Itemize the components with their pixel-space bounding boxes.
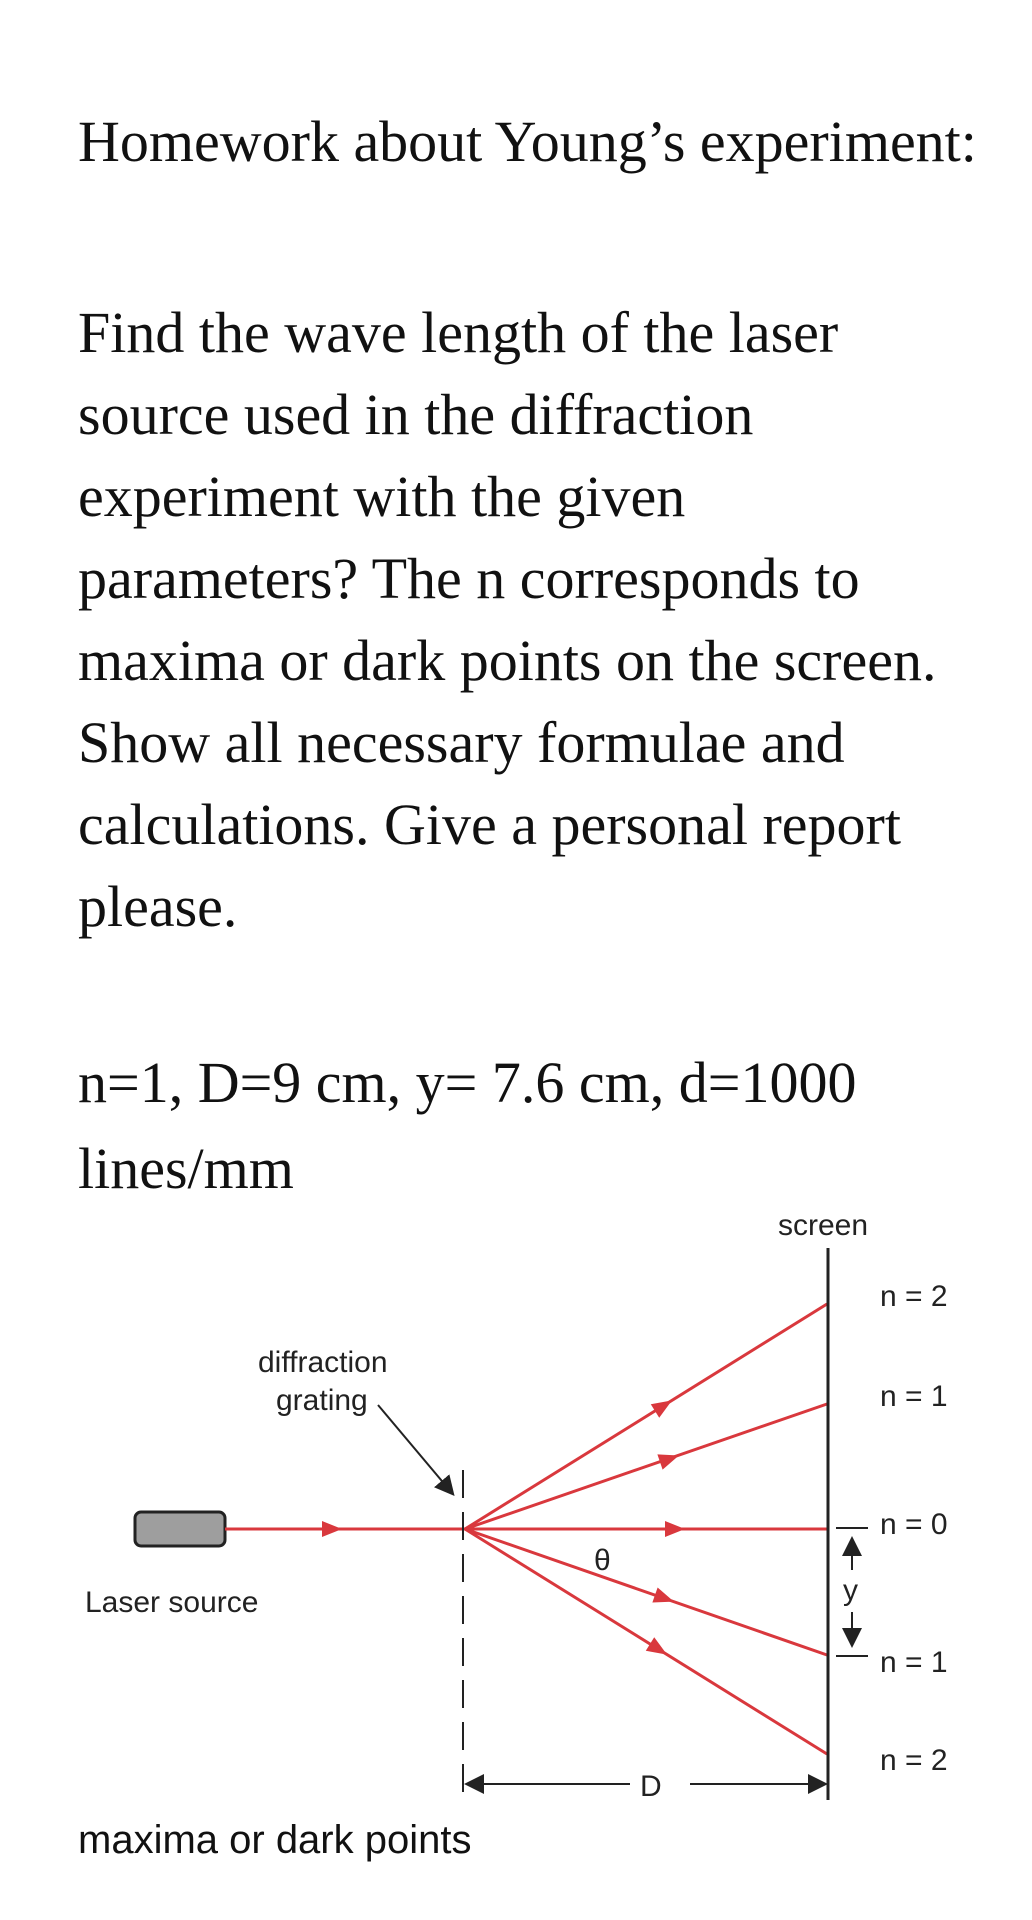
arrow-n1-top [657,1448,681,1470]
figure-caption: maxima or dark points [78,1818,472,1862]
order-label-n2-top: n = 2 [880,1280,948,1313]
beam-n1-bottom [465,1529,827,1655]
y-label: y [843,1574,858,1607]
order-label-n1-top: n = 1 [880,1380,948,1413]
grating-label-line1: diffraction [258,1346,388,1379]
arrow-n0 [665,1521,685,1537]
order-label-n1-bottom: n = 1 [880,1646,948,1679]
beam-n2-bottom [465,1529,827,1754]
arrow-n2-bottom [646,1637,671,1661]
arrow-n2-top [651,1394,676,1418]
order-label-n2-bottom: n = 2 [880,1744,948,1777]
grating-pointer [378,1405,452,1493]
laser-body [135,1512,225,1546]
theta-label: θ [594,1544,611,1577]
question-text: Find the wave length of the laser source used in the diffraction experiment with the given parameters? The n corresponds to maxima or dark points on the screen. Show all necessary formulae and calculations. Give a personal report please. [78,300,937,939]
distance-label: D [640,1770,662,1803]
arrow-n1-bottom [652,1587,676,1609]
incident-beam-arrow [322,1521,342,1537]
beam-n1-top [465,1404,827,1529]
screen-label: screen [778,1209,869,1242]
grating-label-line2: grating [276,1384,368,1417]
laser-label: Laser source [85,1586,259,1619]
diffracted-beams [465,1304,827,1754]
order-label-n0: n = 0 [880,1508,948,1541]
given-parameters: n=1, D=9 cm, y= 7.6 cm, d=1000 lines/mm [78,1050,857,1201]
document-title: Homework about Young’s experiment: [78,109,977,174]
diffraction-diagram [0,1200,1032,1820]
beam-n2-top [465,1304,827,1529]
